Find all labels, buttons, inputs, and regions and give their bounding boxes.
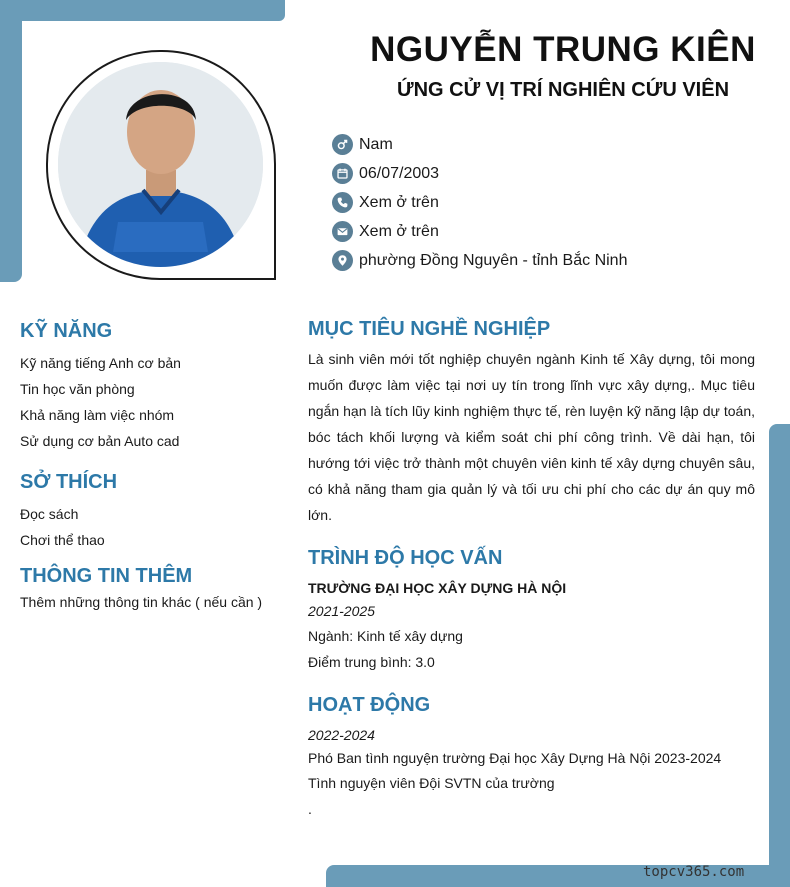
- calendar-icon: [332, 163, 353, 184]
- extra-info-list: [20, 589, 262, 615]
- contact-info: [332, 130, 627, 275]
- email-icon: [332, 221, 353, 242]
- list-item: Sử dụng cơ bản Auto cad: [20, 433, 180, 449]
- contact-text: Xem ở trên: [359, 222, 439, 240]
- list-item: Đọc sách: [20, 506, 79, 522]
- contact-address: [332, 246, 627, 275]
- phone-icon: [332, 192, 353, 213]
- contact-text: 06/07/2003: [359, 164, 440, 182]
- left-decor-bar: [0, 0, 22, 282]
- education-major: Ngành: Kinh tế xây dựng: [308, 628, 463, 644]
- right-decor-bar: [769, 424, 790, 887]
- school-name: TRƯỜNG ĐẠI HỌC XÂY DỰNG HÀ NỘI: [308, 580, 567, 596]
- list-item: Kỹ năng tiếng Anh cơ bản: [20, 355, 181, 371]
- objective-heading: MỤC TIÊU NGHỀ NGHIỆP: [308, 318, 551, 340]
- education-gpa: Điểm trung bình: 3.0: [308, 654, 435, 670]
- skills-heading: KỸ NĂNG: [20, 320, 113, 342]
- activities-heading: HOẠT ĐỘNG: [308, 694, 431, 716]
- contact-gender: [332, 130, 627, 159]
- activities-period: 2022-2024: [308, 727, 375, 743]
- contact-text: Xem ở trên: [359, 193, 439, 211]
- location-icon: [332, 250, 353, 271]
- list-item: Tin học văn phòng: [20, 381, 135, 397]
- contact-birthday: [332, 159, 627, 188]
- list-item: Chơi thể thao: [20, 532, 105, 548]
- watermark: topcv365.com: [643, 864, 745, 880]
- contact-text: phường Đồng Nguyên - tỉnh Bắc Ninh: [359, 251, 628, 269]
- objective-text: Là sinh viên mới tốt nghiệp chuyên ngành Kinh tế Xây dựng, tôi mong muốn được làm việc tại nơi uy tín trong lĩnh vực xây dựng,. Mục tiêu ngắn hạn là tích lũy kinh nghiệm thực tế, rèn luyện kỹ năng lập dự toán, bóc tách khối lượng và kiểm soát chi phí công trình. Về dài hạn, tôi hướng tới việc trở thành một chuyên viên kinh tế xây dựng chuyên sâu, có khả năng tham gia quản lý và tối ưu chi phí cho các dự án quy mô lớn.: [308, 351, 755, 523]
- gender-icon: [332, 134, 353, 155]
- top-decor-bar: [0, 0, 285, 21]
- contact-text: Nam: [359, 135, 393, 153]
- target-role: ỨNG CỬ VỊ TRÍ NGHIÊN CỨU VIÊN: [396, 79, 730, 101]
- hobbies-heading: SỞ THÍCH: [20, 471, 118, 493]
- education-heading: TRÌNH ĐỘ HỌC VẤN: [308, 547, 503, 569]
- extra-info-text: Thêm những thông tin khác ( nếu cần ): [20, 594, 263, 610]
- candidate-name: NGUYỄN TRUNG KIÊN: [370, 30, 756, 69]
- contact-email: [332, 217, 627, 246]
- activity-item: Phó Ban tình nguyện trường Đại học Xây Dựng Hà Nội 2023-2024: [308, 750, 722, 766]
- education-period: 2021-2025: [308, 603, 375, 619]
- list-item: Khả năng làm việc nhóm: [20, 407, 175, 423]
- skills-list: [20, 350, 181, 454]
- activity-item: .: [308, 801, 312, 817]
- hobbies-list: [20, 501, 105, 553]
- profile-photo: [58, 62, 263, 267]
- contact-phone: [332, 188, 627, 217]
- extra-info-heading: THÔNG TIN THÊM: [20, 565, 193, 587]
- activity-item: Tình nguyện viên Đội SVTN của trường: [308, 775, 555, 791]
